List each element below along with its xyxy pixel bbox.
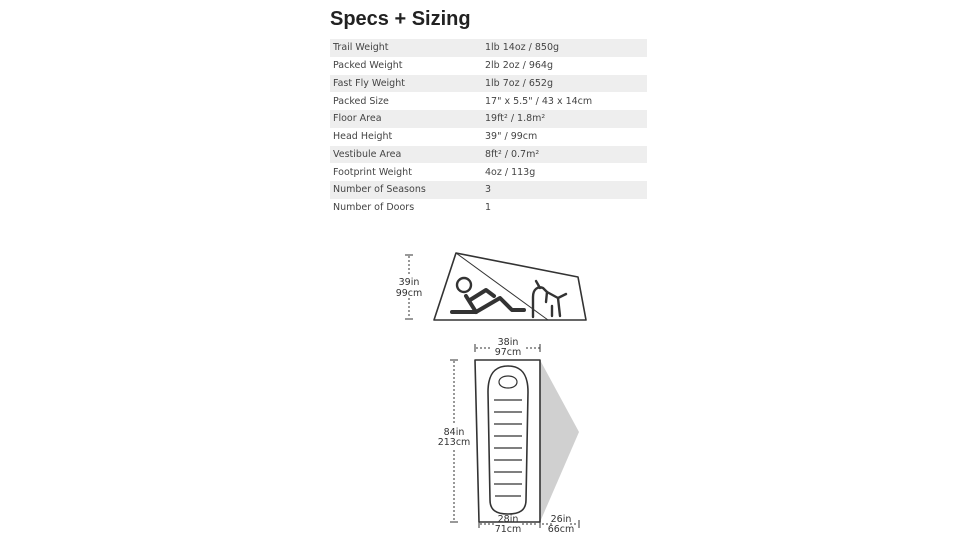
spec-label-head-height: Head Height (333, 131, 393, 143)
page-title: Specs + Sizing (330, 8, 471, 30)
spec-label-number-of-doors: Number of Doors (333, 202, 415, 214)
spec-value-footprint-weight: 4oz / 113g (485, 166, 536, 178)
head-height-cm-label: 99cm (395, 288, 423, 299)
spec-label-floor-area: Floor Area (330, 110, 482, 128)
spec-value-number-of-doors: 1 (485, 202, 492, 214)
spec-value-packed-weight: 2lb 2oz / 964g (485, 60, 553, 72)
spec-value-number-of-seasons: 3 (482, 181, 647, 199)
head-width-cm-label: 97cm (494, 347, 522, 358)
head-height-in-label: 39in (398, 277, 420, 288)
vestibule-depth-in-label: 26in (550, 514, 572, 525)
spec-value-head-height: 39" / 99cm (485, 131, 538, 143)
spec-value-vestibule-area: 8ft² / 0.7m² (482, 146, 647, 164)
spec-value-trail-weight: 1lb 14oz / 850g (482, 39, 647, 57)
foot-width-cm-label: 71cm (494, 524, 522, 535)
spec-label-footprint-weight: Footprint Weight (333, 166, 412, 178)
spec-label-vestibule-area: Vestibule Area (330, 146, 482, 164)
spec-label-number-of-seasons: Number of Seasons (330, 181, 482, 199)
foot-width-in-label: 28in (497, 514, 519, 525)
vestibule-shape (540, 360, 579, 522)
spec-label-packed-size: Packed Size (333, 95, 389, 107)
spec-value-floor-area: 19ft² / 1.8m² (482, 110, 647, 128)
head-width-in-label: 38in (497, 337, 519, 348)
length-cm-label: 213cm (437, 437, 471, 448)
side-profile (396, 253, 586, 320)
sleeping-bag-icon (488, 366, 528, 514)
spec-label-packed-weight: Packed Weight (333, 60, 403, 72)
spec-value-packed-size: 17" x 5.5" / 43 x 14cm (485, 95, 593, 107)
vestibule-depth-cm-label: 66cm (547, 524, 575, 535)
floor-plan (438, 337, 579, 535)
length-in-label: 84in (443, 427, 465, 438)
spec-value-fast-fly-weight: 1lb 7oz / 652g (482, 75, 647, 93)
spec-label-trail-weight: Trail Weight (330, 39, 482, 57)
spec-label-fast-fly-weight: Fast Fly Weight (330, 75, 482, 93)
